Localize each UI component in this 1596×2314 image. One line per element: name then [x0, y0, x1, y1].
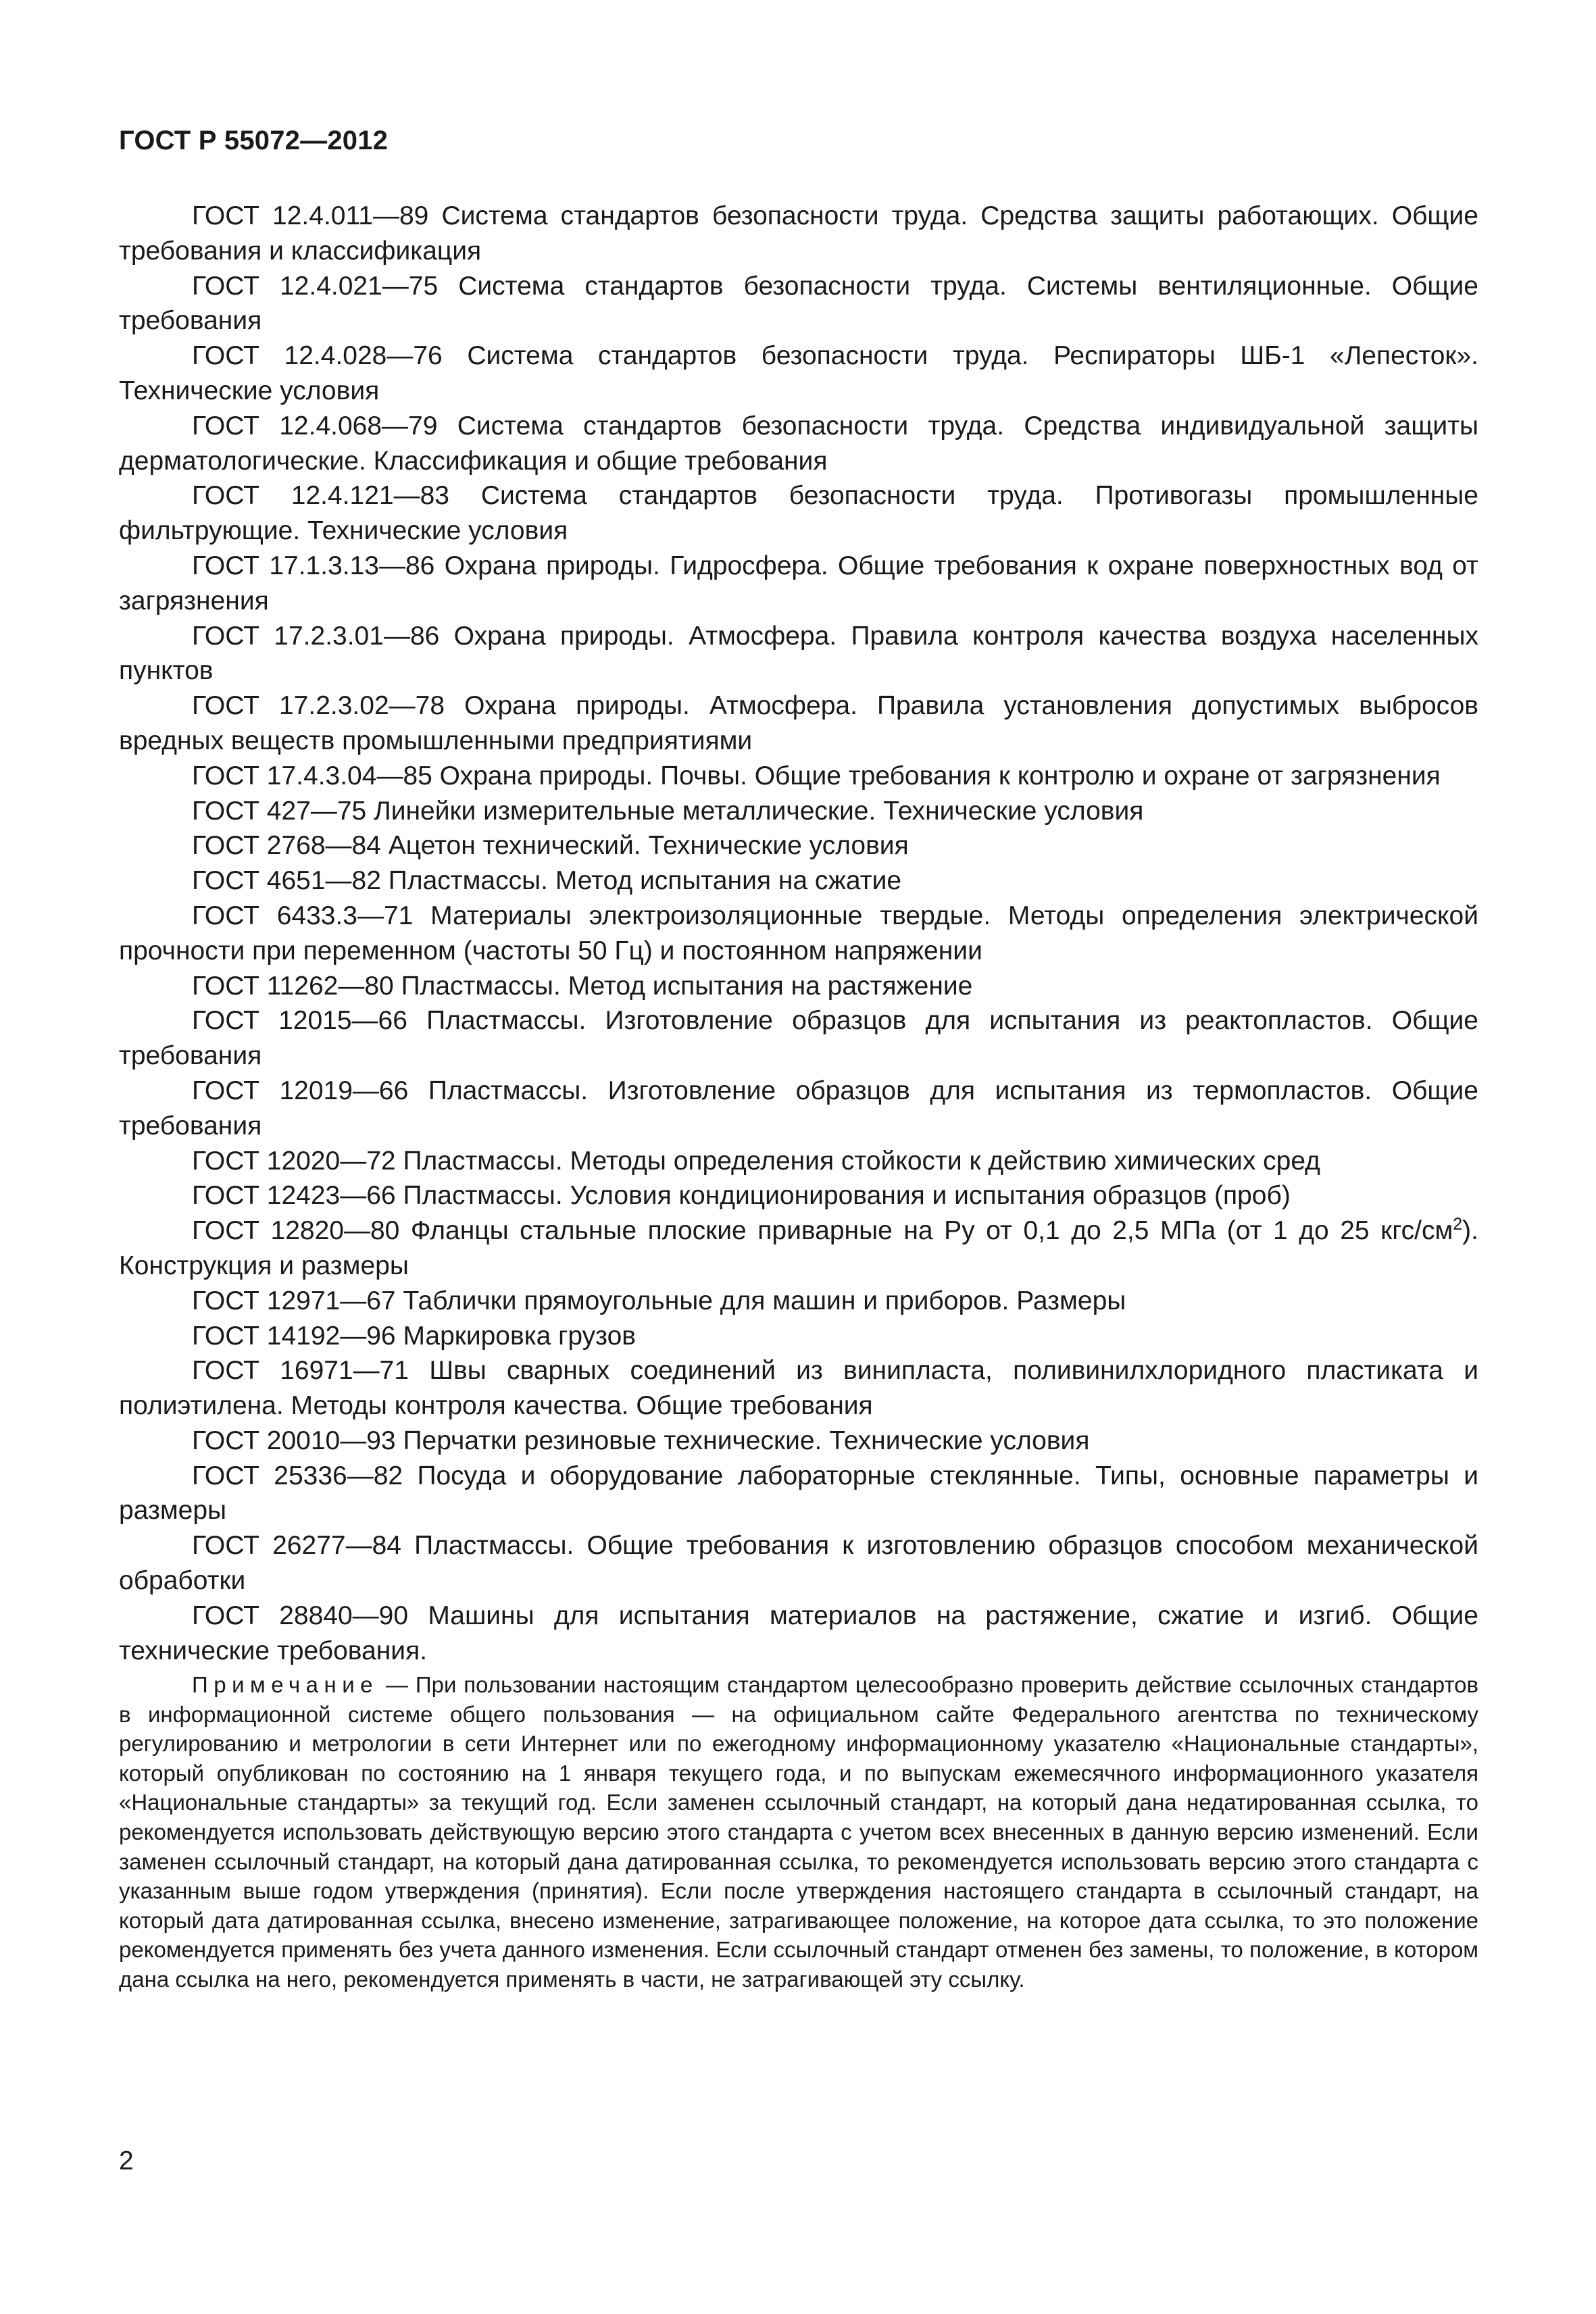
reference-item: [119, 1353, 1478, 1424]
reference-item: [119, 899, 1478, 969]
reference-code: ГОСТ 12971—67: [192, 1286, 396, 1315]
reference-title: Ацетон технический. Технические условия: [388, 831, 909, 861]
reference-title: Пластмассы. Изготовление образцов для испытания из термопластов. Общие требования: [119, 1076, 1478, 1140]
reference-item: [119, 1319, 1478, 1354]
reference-item: [119, 969, 1478, 1004]
reference-title: Машины для испытания материалов на растяжение, сжатие и изгиб. Общие технические требования.: [119, 1601, 1478, 1665]
reference-title: Охрана природы. Атмосфера. Правила установления допустимых выбросов вредных веществ промышленными предприятиями: [119, 691, 1478, 755]
reference-title: Система стандартов безопасности труда. Средства защиты работающих. Общие требования и классификация: [119, 201, 1478, 266]
reference-title: Охрана природы. Почвы. Общие требования к контролю и охране от загрязнения: [439, 761, 1441, 790]
reference-code: ГОСТ 14192—96: [192, 1321, 396, 1351]
note-text: — При пользовании настоящим стандартом целесообразно проверить действие ссылочных стандартов в информационной системе общего пользования — на официальном сайте Федерального агентства по техническому регулированию и метрологии в сети Интернет или по ежегодному информационному указателю «Национальные стандарты», который опубликован по состоянию на 1 января текущего года, и по выпускам ежемесячного информационного указателя «Национальные стандарты» за текущий год. Если заменен ссылочный стандарт, на который дана недатированная ссылка, то рекомендуется использовать действующую версию этого стандарта с учетом всех внесенных в данную версию изменений. Если заменен ссылочный стандарт, на который дана датированная ссылка, то рекомендуется использовать версию этого стандарта с указанным выше годом утверждения (принятия). Если после утверждения настоящего стандарта в ссылочный стандарт, на который дата датированная ссылка, внесено изменение, затрагивающее положение, на которое дата ссылка, то это положение рекомендуется применять без учета данного изменения. Если ссылочный стандарт отменен без замены, то положение, в котором дана ссылка на него, рекомендуется применять в части, не затрагивающей эту ссылку.: [119, 1672, 1478, 1992]
reference-item: [119, 828, 1478, 863]
reference-title: Система стандартов безопасности труда. Системы вентиляционные. Общие требования: [119, 271, 1478, 336]
reference-code: ГОСТ 12.4.068—79: [192, 411, 438, 441]
reference-code: ГОСТ 12.4.021—75: [192, 271, 439, 301]
reference-item: [119, 619, 1478, 689]
reference-title: Пластмассы. Метод испытания на растяжение: [401, 971, 973, 1001]
reference-item: [119, 269, 1478, 339]
reference-item: [119, 1213, 1478, 1284]
reference-code: ГОСТ 26277—84: [192, 1531, 401, 1561]
reference-title: Фланцы стальные плоские приварные на Ру от 0,1 до 2,5 МПа (от 1 до 25 кгс/см: [410, 1216, 1453, 1246]
reference-item: [119, 1144, 1478, 1179]
superscript-square: 2: [1453, 1215, 1463, 1234]
reference-item: [119, 1599, 1478, 1669]
reference-code: ГОСТ 12020—72: [192, 1146, 396, 1176]
reference-code: ГОСТ 4651—82: [192, 866, 381, 896]
reference-code: ГОСТ 12019—66: [192, 1076, 409, 1105]
reference-code: ГОСТ 17.1.3.13—86: [192, 551, 435, 580]
reference-code: ГОСТ 17.2.3.02—78: [192, 691, 445, 721]
reference-item: [119, 1003, 1478, 1074]
reference-title: Пластмассы. Общие требования к изготовлению образцов способом механической обработки: [119, 1531, 1478, 1596]
reference-code: ГОСТ 12423—66: [192, 1181, 396, 1211]
reference-code: ГОСТ 12820—80: [192, 1216, 400, 1246]
reference-title: Посуда и оборудование лабораторные стеклянные. Типы, основные параметры и размеры: [119, 1461, 1478, 1526]
normative-references-list: [119, 199, 1478, 1668]
reference-title: Линейки измерительные металлические. Технические условия: [374, 796, 1144, 826]
reference-title: Пластмассы. Изготовление образцов для испытания из реактопластов. Общие требования: [119, 1006, 1479, 1071]
reference-title: Система стандартов безопасности труда. Средства индивидуальной защиты дерматологические. Классификация и общие требования: [119, 411, 1479, 476]
reference-title: Швы сварных соединений из винипласта, поливинилхлоридного пластиката и полиэтилена. Методы контроля качества. Общие требования: [119, 1356, 1479, 1421]
reference-code: ГОСТ 6433.3—71: [192, 901, 414, 930]
reference-title: Пластмассы. Методы определения стойкости к действию химических сред: [403, 1146, 1320, 1176]
reference-code: ГОСТ 17.4.3.04—85: [192, 761, 432, 790]
reference-title: Маркировка грузов: [403, 1321, 636, 1351]
reference-item: [119, 688, 1478, 759]
reference-code: ГОСТ 16971—71: [192, 1356, 409, 1386]
reference-title: Таблички прямоугольные для машин и приборов. Размеры: [403, 1286, 1126, 1315]
reference-title: Пластмассы. Метод испытания на сжатие: [388, 866, 902, 896]
reference-item: [119, 863, 1478, 899]
reference-item: [119, 1459, 1478, 1529]
reference-item: [119, 409, 1478, 479]
reference-code: ГОСТ 12.4.011—89: [192, 201, 429, 230]
page-number: 2: [119, 2146, 134, 2175]
reference-code: ГОСТ 12.4.121—83: [192, 481, 449, 511]
reference-item: [119, 1284, 1478, 1319]
reference-item: [119, 1528, 1478, 1599]
reference-item: [119, 1424, 1478, 1459]
reference-item: [119, 478, 1478, 549]
reference-code: ГОСТ 427—75: [192, 796, 367, 826]
reference-code: ГОСТ 28840—90: [192, 1601, 409, 1630]
reference-code: ГОСТ 12.4.028—76: [192, 341, 443, 371]
reference-title: Система стандартов безопасности труда. Респираторы ШБ-1 «Лепесток». Технические условия: [119, 341, 1478, 405]
note-paragraph: [119, 1670, 1478, 1994]
document-code-header: ГОСТ Р 55072—2012: [119, 126, 389, 155]
reference-item: [119, 794, 1478, 829]
reference-code: ГОСТ 12015—66: [192, 1006, 407, 1036]
reference-code: ГОСТ 17.2.3.01—86: [192, 621, 440, 651]
reference-code: ГОСТ 20010—93: [192, 1426, 396, 1455]
reference-item: [119, 1074, 1478, 1144]
reference-code: ГОСТ 11262—80: [192, 971, 394, 1001]
reference-title: Охрана природы. Гидросфера. Общие требования к охране поверхностных вод от загрязнения: [119, 551, 1478, 615]
reference-title: Перчатки резиновые технические. Технические условия: [403, 1426, 1090, 1455]
reference-item: [119, 1178, 1478, 1213]
reference-title: Пластмассы. Условия кондиционирования и испытания образцов (проб): [403, 1181, 1291, 1211]
reference-item: [119, 338, 1478, 409]
reference-title: Система стандартов безопасности труда. Противогазы промышленные фильтрующие. Технические условия: [119, 481, 1478, 546]
note-label: Примечание: [192, 1672, 379, 1697]
reference-code: ГОСТ 25336—82: [192, 1461, 403, 1490]
reference-title: Материалы электроизоляционные твердые. Методы определения электрической прочности при переменном (частоты 50 Гц) и постоянном напряжении: [119, 901, 1478, 965]
reference-title-continued: ). Конструкция и размеры: [119, 1216, 1478, 1280]
reference-code: ГОСТ 2768—84: [192, 831, 381, 861]
reference-item: [119, 759, 1478, 794]
reference-item: [119, 199, 1478, 269]
reference-title: Охрана природы. Атмосфера. Правила контроля качества воздуха населенных пунктов: [119, 621, 1478, 686]
reference-item: [119, 549, 1478, 619]
